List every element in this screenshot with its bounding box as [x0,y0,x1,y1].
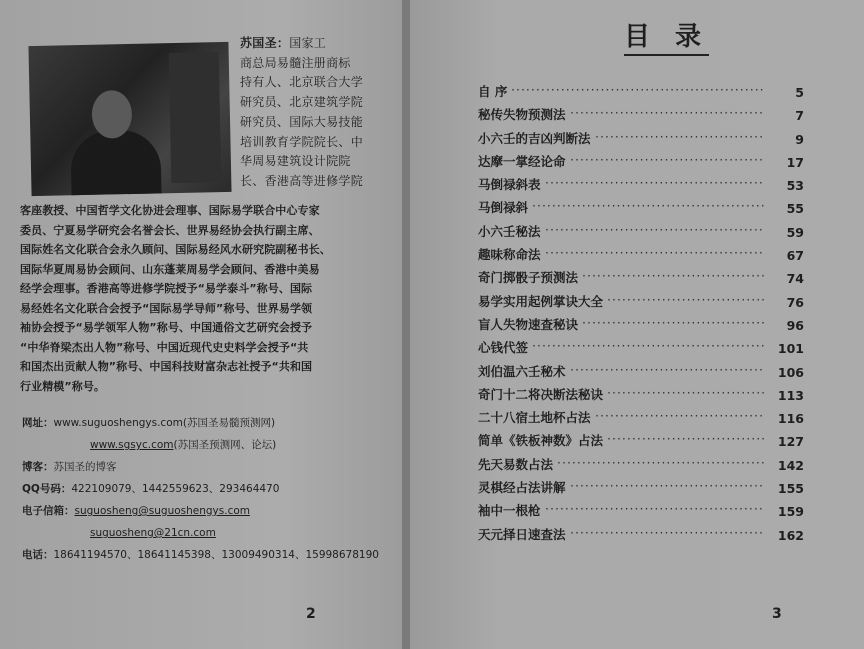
toc-entry [478,385,818,408]
bio-line: 委员、宁夏易学研究会名誉会长、世界易经协会执行副主席、 [20,223,320,237]
toc-entry-title: 袖中一根枪 [478,503,541,519]
toc-entry-title: 马倒禄斜表 [478,177,541,193]
toc-leader-dots: ··············································· [532,198,766,214]
toc-leader-dots: ····································· [582,314,767,330]
author-photo [28,42,231,196]
bio-line: 经学会理事。香港高等进修学院授予“易学泰斗”称号、国际 [20,282,313,295]
email-row-2 [22,522,382,544]
toc-entry-page: 101 [777,341,804,357]
page-number-right: 3 [772,606,782,622]
toc-leader-dots: ··················································· [511,82,765,97]
toc-entry-page: 155 [777,481,804,497]
toc-entry-title: 达摩一掌经论命 [478,153,566,169]
toc-entry-page: 9 [795,131,804,147]
toc-leader-dots: ······································· [570,151,764,167]
toc-entry-title: 秘传失物预测法 [478,107,566,123]
toc-leader-dots: ·································· [595,128,765,144]
toc-entry-page: 96 [786,317,804,333]
toc-leader-dots: ··············································· [532,338,766,354]
bio-line: 易经姓名文化联合会授予“国际易学导师”称号、世界易学领 [20,301,313,315]
email-row: 电子信箱：suguosheng@suguoshengys.com [22,505,250,517]
toc-leader-dots: ································ [607,291,767,307]
bio-line: 华周易建筑设计院院 [240,154,351,169]
toc-entry [478,152,818,175]
bio-line: 商总局易髓注册商标 [240,55,351,70]
toc-entry [478,455,818,478]
toc-entry-title: 奇门掷骰子预测法 [478,270,579,286]
toc-leader-dots: ············································ [545,175,764,191]
toc-entry [478,175,818,198]
toc-entry-title: 先天易数占法 [478,456,554,472]
bio-line: 研究员、北京建筑学院 [240,95,364,110]
qq-row: QQ号码：422109079、1442559623、293464470 [22,483,280,495]
email-2: suguosheng@21cn.com [90,527,216,539]
email-1: suguosheng@suguoshengys.com [74,505,250,517]
bio-line: 客座教授、中国哲学文化协进会理事、国际易学联合中心专家 [20,204,320,217]
toc-entry [478,525,818,548]
bio-line: 国际华夏周易协会顾问、山东蓬莱周易学会顾问、香港中美易 [20,262,320,276]
bio-paragraph [20,201,378,396]
toc-entry-page: 55 [786,201,804,217]
toc-leader-dots: ······································· [570,524,764,540]
toc-entry-title: 灵棋经占法讲解 [478,480,566,496]
toc-entry [478,431,818,454]
toc-entry-page: 113 [777,387,804,403]
toc-entry-page: 59 [786,224,804,240]
website-row: 网址：www.suguoshengys.com(苏国圣易髓预测网) [22,417,276,429]
toc-entry-title: 天元择日速查法 [478,526,566,542]
bio-line: 和国杰出贡献人物”称号、中国科技财富杂志社授予“共和国 [20,360,313,373]
toc-leader-dots: ································ [607,431,767,447]
toc-leader-dots: ·········································· [557,454,766,470]
toc-entry-page: 74 [786,271,804,287]
website-1: www.suguoshengys.com(苏国圣易髓预测网) [53,417,276,429]
website-2: www.sgsyc.com [90,439,174,451]
toc-entry-title: 趣味称命法 [478,247,541,263]
toc-entry-title: 刘伯温六壬秘术 [478,363,566,379]
bio-line: “中华脊梁杰出人物”称号、中国近现代史史料学会授予“共 [20,340,309,354]
phone-row: 电话：18641194570、18641145398、13009490314、15998678190 [22,549,379,561]
toc-entry-page: 162 [777,527,804,543]
toc-heading: 目 录 [624,16,709,56]
toc-leader-dots: ······································· [570,105,764,121]
website-row-2: www.sgsyc.com(苏国圣预测网、论坛) [90,439,277,451]
toc-entry [478,222,818,245]
toc-entry [478,408,818,431]
bio-line: 研究员、国际大易技能 [240,114,364,129]
left-page [0,0,404,649]
toc-entry-title: 简单《铁板神数》占法 [478,433,604,449]
toc-entry-title: 易学实用起例掌诀大全 [478,293,604,309]
toc-entry [478,129,818,152]
toc-entry [478,338,818,361]
bio-name: 苏国圣： [240,36,290,50]
blog-row: 博客：苏国圣的博客 [22,461,117,473]
toc-entry [478,245,818,268]
toc-entry [478,105,818,128]
toc-entry-page: 159 [777,504,804,520]
toc-leader-dots: ············································ [545,245,764,261]
toc-leader-dots: ································ [607,384,767,400]
toc-entry [478,82,818,105]
bio-line: 袖协会授予“易学领军人物”称号、中国通俗文艺研究会授予 [20,321,313,334]
bio-line: 培训教育学院院长、中 [240,134,364,149]
toc-leader-dots: ············································ [545,221,764,237]
bio-line: 国际姓名文化联合会永久顾问、国际易经风水研究院副秘书长、 [20,243,331,256]
toc-entry-page: 142 [777,457,804,473]
bio-top: 苏国圣：国家工 商总局易髓注册商标 持有人、北京联合大学 研究员、北京建筑学院 研究员、国际大易技能 培训教育学院院长、中 华周易建筑设计院院 长、香港高等进修学院 [240,34,380,192]
toc-entry-page: 7 [795,108,804,124]
toc-entry-title: 小六壬秘法 [478,223,541,239]
toc-entry-title: 二十八宿土地杯占法 [478,410,591,426]
table-of-contents [478,82,818,548]
toc-entry [478,292,818,315]
page-number-left: 2 [306,606,316,622]
toc-entry-page: 67 [786,248,804,264]
toc-entry-page: 53 [786,178,804,194]
toc-entry-title: 小六壬的吉凶判断法 [478,130,591,146]
toc-entry-title: 马倒禄斜 [478,200,529,216]
toc-leader-dots: ······································· [570,361,764,377]
toc-entry-page: 127 [777,434,804,450]
toc-entry-page: 76 [786,294,804,310]
toc-entry [478,268,818,291]
toc-entry [478,315,818,338]
toc-entry [478,478,818,501]
bio-line: 持有人、北京联合大学 [240,75,364,90]
toc-leader-dots: ············································ [545,501,764,517]
toc-entry [478,501,818,524]
bio-line: 长、香港高等进修学院 [240,173,364,188]
toc-entry-page: 116 [777,411,804,427]
toc-entry [478,198,818,221]
toc-entry-title: 盲人失物速查秘诀 [478,316,579,332]
toc-entry-title: 心钱代签 [478,340,529,356]
toc-entry-title: 奇门十二将决断法秘诀 [478,386,604,402]
toc-leader-dots: ······································· [570,478,764,494]
toc-entry-page: 106 [777,364,804,380]
toc-entry-page: 17 [786,154,804,170]
toc-leader-dots: ·································· [595,408,765,424]
toc-entry-title: 自 序 [478,84,508,99]
toc-entry [478,362,818,385]
toc-leader-dots: ····································· [582,268,767,284]
toc-entry-page: 5 [795,85,804,100]
bio-line: 行业精模”称号。 [20,379,106,393]
contact-info [22,412,382,566]
